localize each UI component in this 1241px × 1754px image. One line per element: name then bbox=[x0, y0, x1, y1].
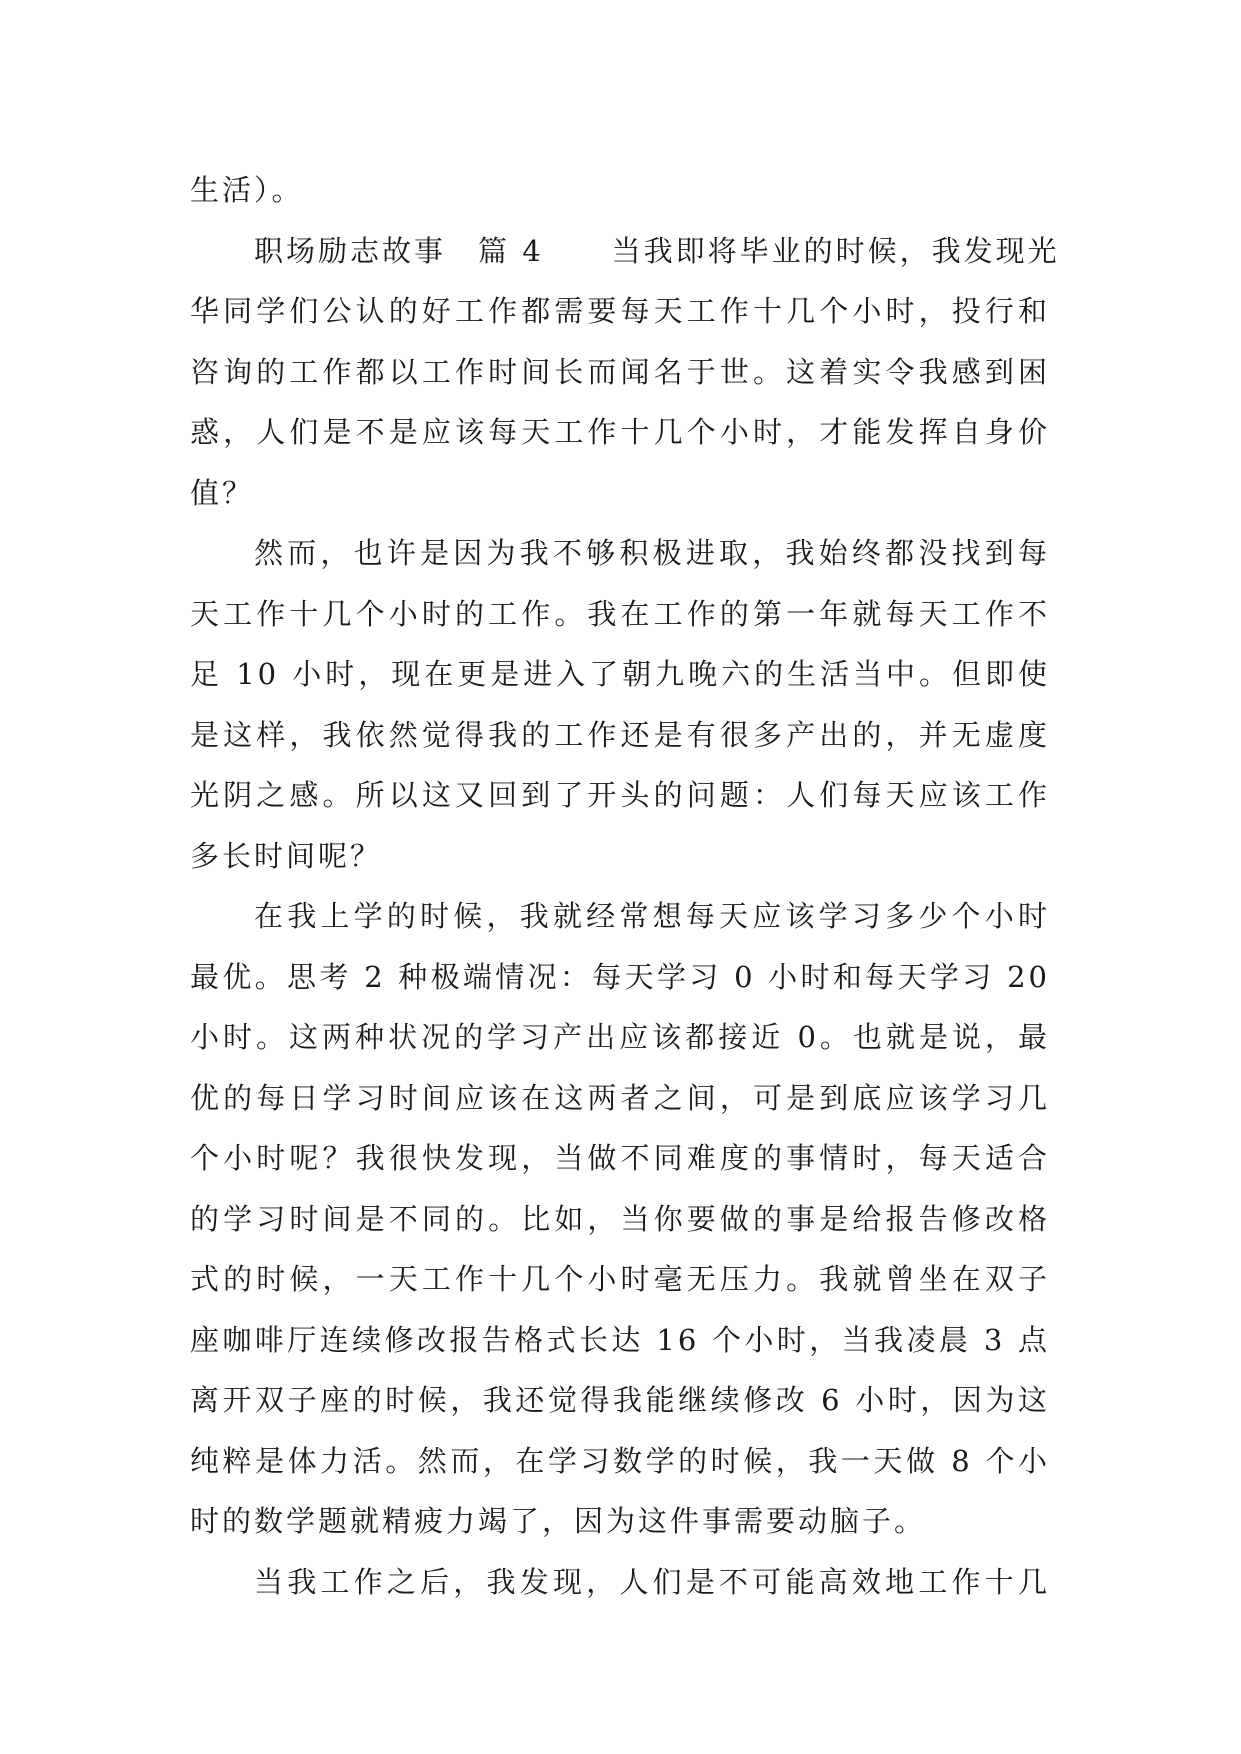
text-line: 小时。这两种状况的学习产出应该都接近 0。也就是说，最 bbox=[190, 1020, 1050, 1054]
paragraph-text: 当我即将毕业的时候，我发现光 bbox=[611, 233, 1060, 268]
paragraph-first-line: 在我上学的时候，我就经常想每天应该学习多少个小时 bbox=[254, 899, 1050, 933]
text-line: 值？ bbox=[190, 475, 255, 510]
story-heading-line bbox=[190, 221, 1060, 282]
paragraph-first-line: 然而，也许是因为我不够积极进取，我始终都没找到每 bbox=[254, 536, 1050, 570]
text-line: 纯粹是体力活。然而，在学习数学的时候，我一天做 8 个小 bbox=[190, 1443, 1050, 1478]
document-page bbox=[190, 160, 1060, 1612]
text-line: 多长时间呢？ bbox=[190, 838, 383, 873]
text-line: 生活）。 bbox=[190, 173, 304, 207]
text-line: 是这样，我依然觉得我的工作还是有很多产出的，并无虚度 bbox=[190, 717, 1050, 752]
text-line: 天工作十几个小时的工作。我在工作的第一年就每天工作不 bbox=[190, 596, 1050, 631]
text-line: 优的每日学习时间应该在这两者之间，可是到底应该学习几 bbox=[190, 1080, 1050, 1115]
text-line: 足 10 小时，现在更是进入了朝九晚六的生活当中。但即使 bbox=[190, 657, 1050, 691]
text-line: 咨询的工作都以工作时间长而闻名于世。这着实令我感到困 bbox=[190, 354, 1050, 389]
text-line: 最优。思考 2 种极端情况：每天学习 0 小时和每天学习 20 bbox=[190, 959, 1050, 994]
text-line: 个小时呢？我很快发现，当做不同难度的事情时，每天适合 bbox=[190, 1141, 1050, 1175]
text-line: 惑，人们是不是应该每天工作十几个小时，才能发挥自身价 bbox=[190, 415, 1050, 449]
text-line: 时的数学题就精疲力竭了，因为这件事需要动脑子。 bbox=[190, 1504, 927, 1538]
text-line: 离开双子座的时候，我还觉得我能继续修改 6 小时，因为这 bbox=[190, 1383, 1050, 1417]
paragraph-first-line: 当我工作之后，我发现，人们是不可能高效地工作十几 bbox=[254, 1564, 1050, 1599]
text-line: 座咖啡厅连续修改报告格式长达 16 个小时，当我凌晨 3 点 bbox=[190, 1322, 1050, 1357]
text-line: 的学习时间是不同的。比如，当你要做的事是给报告修改格 bbox=[190, 1201, 1050, 1236]
story-heading: 职场励志故事 篇 4 bbox=[254, 233, 544, 268]
text-line: 光阴之感。所以这又回到了开头的问题：人们每天应该工作 bbox=[190, 778, 1050, 812]
text-line: 华同学们公认的好工作都需要每天工作十几个小时，投行和 bbox=[190, 294, 1050, 328]
text-line: 式的时候，一天工作十几个小时毫无压力。我就曾坐在双子 bbox=[190, 1262, 1050, 1296]
